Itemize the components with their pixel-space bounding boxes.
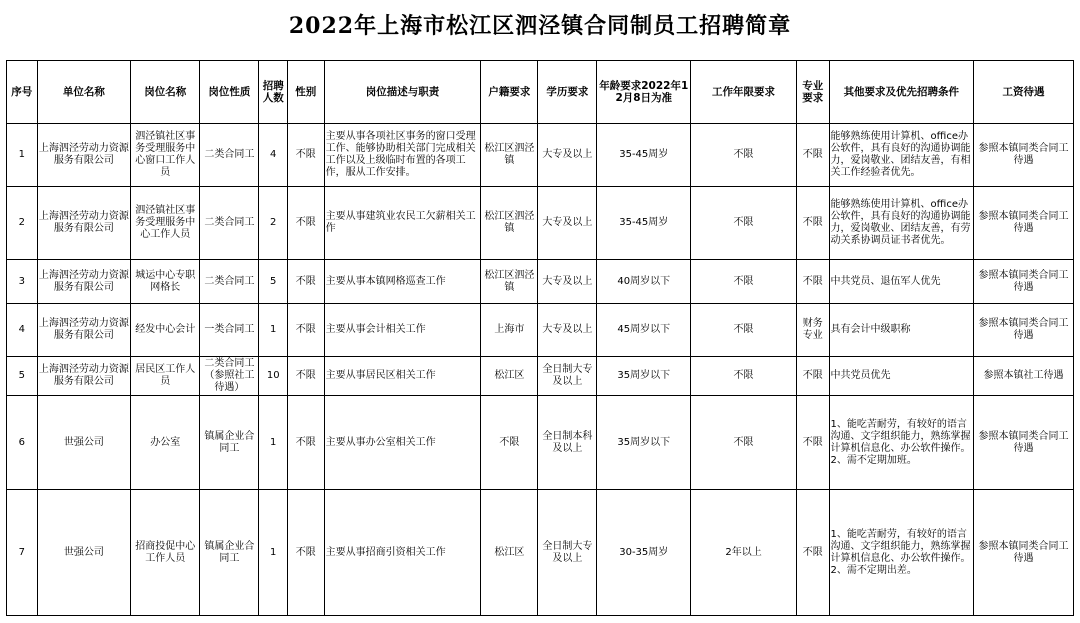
header-hukou: 户籍要求: [481, 61, 538, 124]
cell-no: 6: [7, 396, 38, 490]
cell-years: 不限: [691, 357, 797, 396]
cell-years: 2年以上: [691, 490, 797, 616]
header-major: 专业要求: [796, 61, 829, 124]
cell-salary: 参照本镇同类合同工待遇: [974, 490, 1074, 616]
cell-age: 35周岁以下: [597, 396, 691, 490]
cell-count: 1: [259, 396, 288, 490]
cell-years: 不限: [691, 124, 797, 187]
header-age: 年龄要求2022年12月8日为准: [597, 61, 691, 124]
header-gender: 性别: [287, 61, 324, 124]
cell-age: 35-45周岁: [597, 187, 691, 260]
cell-desc: 主要从事办公室相关工作: [324, 396, 481, 490]
header-other: 其他要求及优先招聘条件: [829, 61, 974, 124]
cell-major: 财务专业: [796, 304, 829, 357]
cell-no: 7: [7, 490, 38, 616]
cell-no: 5: [7, 357, 38, 396]
cell-count: 5: [259, 260, 288, 304]
recruitment-table: [6, 60, 1074, 616]
cell-no: 2: [7, 187, 38, 260]
cell-desc: 主要从事本镇网格巡查工作: [324, 260, 481, 304]
cell-desc: 主要从事各项社区事务的窗口受理工作、能够协助相关部门完成相关工作以及上级临时布置的各项工作，服从工作安排。: [324, 124, 481, 187]
cell-nature: 二类合同工: [200, 260, 259, 304]
cell-nature: 镇属企业合同工: [200, 396, 259, 490]
cell-other: 中共党员优先: [829, 357, 974, 396]
cell-gender: 不限: [287, 396, 324, 490]
cell-post: 办公室: [131, 396, 200, 490]
header-post: 岗位名称: [131, 61, 200, 124]
header-salary: 工资待遇: [974, 61, 1074, 124]
cell-post: 经发中心会计: [131, 304, 200, 357]
cell-count: 2: [259, 187, 288, 260]
cell-count: 1: [259, 304, 288, 357]
cell-no: 1: [7, 124, 38, 187]
cell-salary: 参照本镇同类合同工待遇: [974, 396, 1074, 490]
cell-unit: 上海泗泾劳动力资源服务有限公司: [37, 260, 131, 304]
header-nature: 岗位性质: [200, 61, 259, 124]
cell-major: 不限: [796, 260, 829, 304]
table-row: [7, 187, 1074, 260]
cell-major: 不限: [796, 490, 829, 616]
cell-nature: 二类合同工: [200, 187, 259, 260]
cell-major: 不限: [796, 396, 829, 490]
cell-nature: 一类合同工: [200, 304, 259, 357]
cell-unit: 上海泗泾劳动力资源服务有限公司: [37, 304, 131, 357]
cell-unit: 上海泗泾劳动力资源服务有限公司: [37, 187, 131, 260]
cell-years: 不限: [691, 304, 797, 357]
cell-count: 4: [259, 124, 288, 187]
header-years: 工作年限要求: [691, 61, 797, 124]
header-row: [7, 61, 1074, 124]
cell-age: 40周岁以下: [597, 260, 691, 304]
header-edu: 学历要求: [538, 61, 597, 124]
cell-unit: 上海泗泾劳动力资源服务有限公司: [37, 357, 131, 396]
cell-no: 3: [7, 260, 38, 304]
cell-salary: 参照本镇同类合同工待遇: [974, 187, 1074, 260]
cell-post: 居民区工作人员: [131, 357, 200, 396]
table-row: [7, 396, 1074, 490]
header-unit: 单位名称: [37, 61, 131, 124]
cell-hukou: 松江区: [481, 490, 538, 616]
cell-unit: 世强公司: [37, 490, 131, 616]
cell-other: 中共党员、退伍军人优先: [829, 260, 974, 304]
cell-edu: 大专及以上: [538, 260, 597, 304]
cell-desc: 主要从事会计相关工作: [324, 304, 481, 357]
cell-post: 城运中心专职网格长: [131, 260, 200, 304]
header-count: 招聘人数: [259, 61, 288, 124]
cell-other: 能够熟练使用计算机、office办公软件，具有良好的沟通协调能力，爱岗敬业、团结友善，有相关工作经验者优先。: [829, 124, 974, 187]
header-desc: 岗位描述与职责: [324, 61, 481, 124]
page-title: 2022年上海市松江区泗泾镇合同制员工招聘简章: [288, 13, 792, 39]
cell-desc: 主要从事建筑业农民工欠薪相关工作: [324, 187, 481, 260]
cell-age: 45周岁以下: [597, 304, 691, 357]
cell-salary: 参照本镇同类合同工待遇: [974, 260, 1074, 304]
cell-post: 泗泾镇社区事务受理服务中心窗口工作人员: [131, 124, 200, 187]
cell-other: 能够熟练使用计算机、office办公软件，具有良好的沟通协调能力，爱岗敬业、团结友善，有劳动关系协调员证书者优先。: [829, 187, 974, 260]
cell-gender: 不限: [287, 124, 324, 187]
cell-major: 不限: [796, 124, 829, 187]
cell-salary: 参照本镇社工待遇: [974, 357, 1074, 396]
cell-years: 不限: [691, 396, 797, 490]
cell-edu: 全日制大专及以上: [538, 357, 597, 396]
cell-salary: 参照本镇同类合同工待遇: [974, 124, 1074, 187]
cell-major: 不限: [796, 357, 829, 396]
cell-salary: 参照本镇同类合同工待遇: [974, 304, 1074, 357]
cell-unit: 世强公司: [37, 396, 131, 490]
table-row: [7, 357, 1074, 396]
cell-years: 不限: [691, 260, 797, 304]
cell-count: 1: [259, 490, 288, 616]
cell-other: 1、能吃苦耐劳，有较好的语言沟通、文字组织能力，熟练掌握计算机信息化、办公软件操作。 2、需不定期加班。: [829, 396, 974, 490]
cell-edu: 全日制大专及以上: [538, 490, 597, 616]
cell-edu: 全日制本科及以上: [538, 396, 597, 490]
cell-gender: 不限: [287, 260, 324, 304]
cell-years: 不限: [691, 187, 797, 260]
table-row: [7, 490, 1074, 616]
cell-hukou: 松江区泗泾镇: [481, 187, 538, 260]
cell-post: 招商投促中心工作人员: [131, 490, 200, 616]
cell-other: 具有会计中级职称: [829, 304, 974, 357]
cell-desc: 主要从事招商引资相关工作: [324, 490, 481, 616]
cell-desc: 主要从事居民区相关工作: [324, 357, 481, 396]
table-row: [7, 260, 1074, 304]
cell-edu: 大专及以上: [538, 304, 597, 357]
cell-nature: 二类合同工: [200, 124, 259, 187]
cell-hukou: 上海市: [481, 304, 538, 357]
cell-other: 1、能吃苦耐劳，有较好的语言沟通、文字组织能力，熟练掌握计算机信息化、办公软件操作。 2、需不定期出差。: [829, 490, 974, 616]
cell-gender: 不限: [287, 490, 324, 616]
cell-no: 4: [7, 304, 38, 357]
table-row: [7, 124, 1074, 187]
cell-hukou: 松江区泗泾镇: [481, 260, 538, 304]
cell-edu: 大专及以上: [538, 187, 597, 260]
table-row: [7, 304, 1074, 357]
cell-gender: 不限: [287, 357, 324, 396]
cell-gender: 不限: [287, 304, 324, 357]
cell-edu: 大专及以上: [538, 124, 597, 187]
cell-nature: 二类合同工（参照社工待遇）: [200, 357, 259, 396]
cell-count: 10: [259, 357, 288, 396]
cell-hukou: 不限: [481, 396, 538, 490]
cell-hukou: 松江区泗泾镇: [481, 124, 538, 187]
cell-age: 35-45周岁: [597, 124, 691, 187]
cell-unit: 上海泗泾劳动力资源服务有限公司: [37, 124, 131, 187]
cell-major: 不限: [796, 187, 829, 260]
cell-hukou: 松江区: [481, 357, 538, 396]
cell-nature: 镇属企业合同工: [200, 490, 259, 616]
cell-age: 30-35周岁: [597, 490, 691, 616]
header-no: 序号: [7, 61, 38, 124]
cell-gender: 不限: [287, 187, 324, 260]
cell-age: 35周岁以下: [597, 357, 691, 396]
cell-post: 泗泾镇社区事务受理服务中心工作人员: [131, 187, 200, 260]
